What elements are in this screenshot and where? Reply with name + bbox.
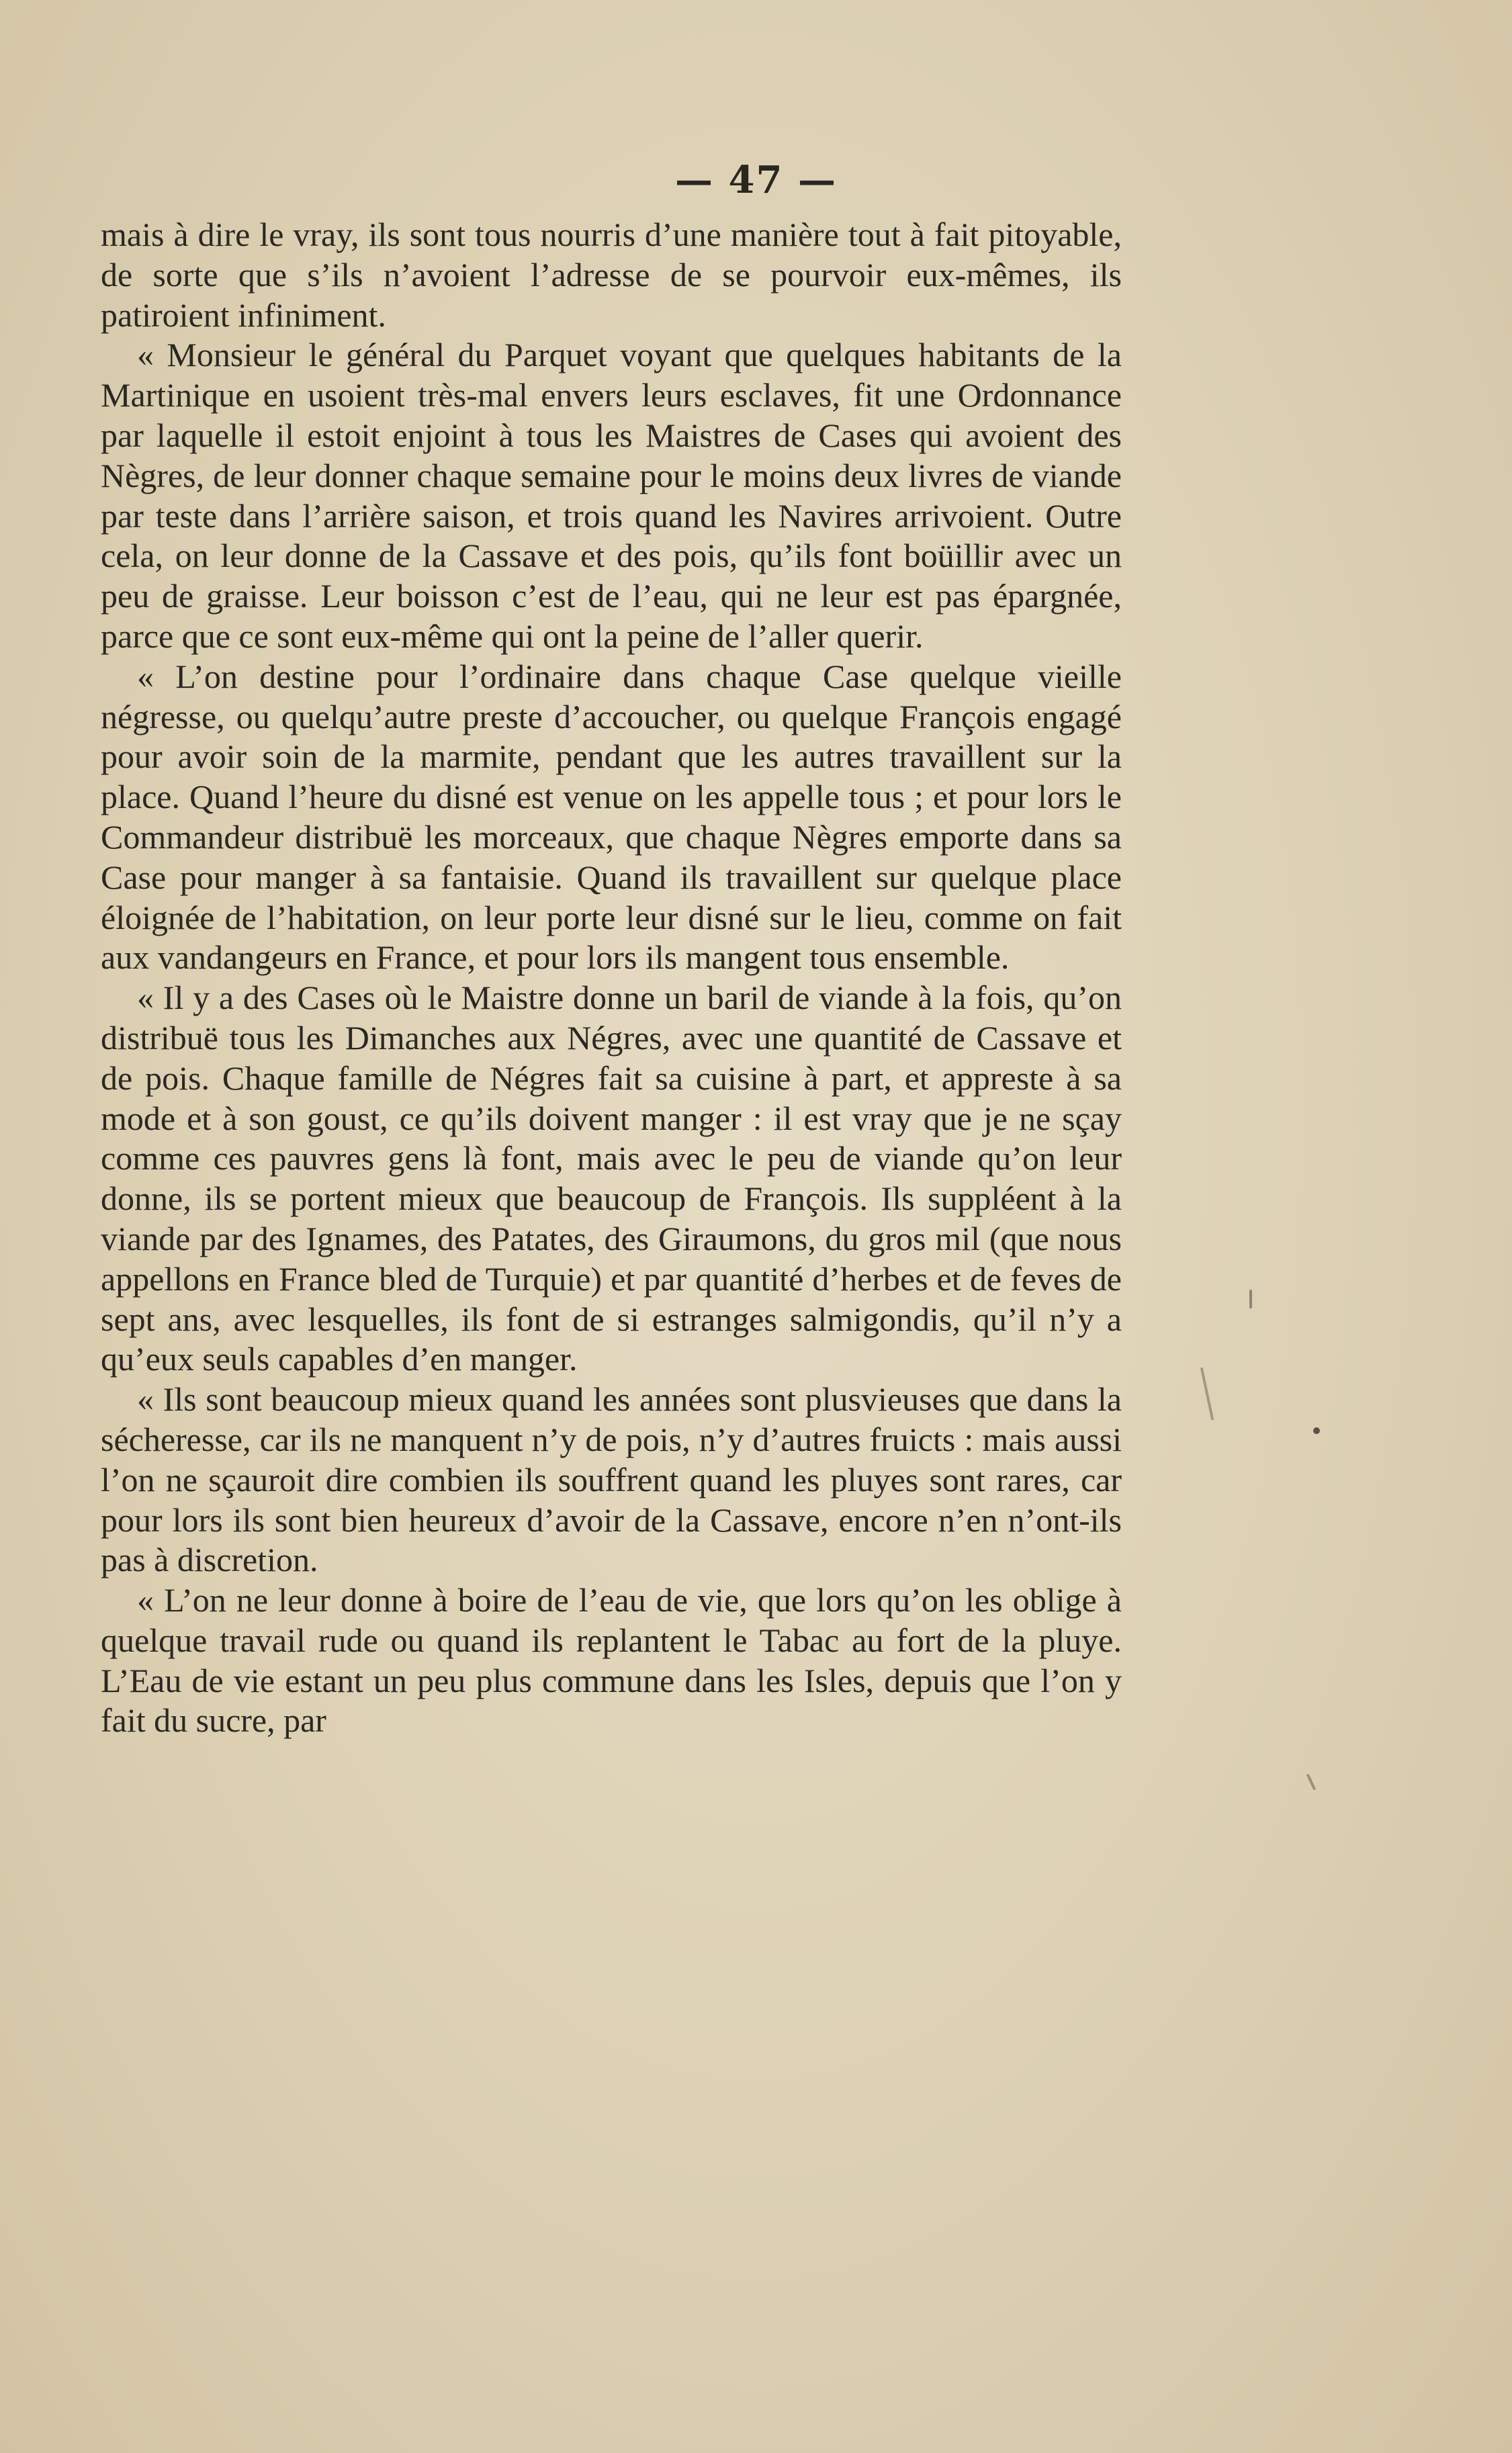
page-number: — 47 —	[675, 158, 837, 202]
paragraph-4: « Il y a des Cases où le Maistre donne un baril de viande à la fois, qu’on distribuë tous les Dimanches aux Négres, avec une quantité de Cassave et de pois. Chaque famille de Négres fait sa cuisine à part, et appreste à sa mode et à son goust, ce qu’ils doivent manger : il est vray que je ne sçay comme ces pauvres gens là font, mais avec le peu de viande qu’on leur donne, ils se portent mieux que beaucoup de François. Ils suppléent à la viande par des Ignames, des Patates, des Giraumons, du gros mil (que nous appellons en France bled de Turquie) et par quantité d’herbes et de feves de sept ans, avec lesquelles, ils font de si estranges salmigondis, qu’il n’y a qu’eux seuls capables d’en manger.	[101, 979, 1122, 1378]
paragraph-2: « Monsieur le général du Parquet voyant que quelques habitants de la Martinique en usoient très-mal envers leurs esclaves, fit une Ordonnance par laquelle il estoit enjoint à tous les Maistres de Cases qui avoient des Nègres, de leur donner chaque semaine pour le moins deux livres de viande par teste dans l’arrière saison, et trois quand les Navires arrivoient. Outre cela, on leur donne de la Cassave et des pois, qu’ils font boüillir avec un peu de graisse. Leur boisson c’est de l’eau, qui ne leur est pas épargnée, parce que ce sont eux-même qui ont la peine de l’aller querir.	[101, 336, 1122, 655]
paper-speck	[1313, 1427, 1320, 1434]
paragraph-6: « L’on ne leur donne à boire de l’eau de vie, que lors qu’on les oblige à quelque travail rude ou quand ils replantent le Tabac au fort de la pluye. L’Eau de vie estant un peu plus commune dans les Isles, depuis que l’on y fait du sucre, par	[101, 1581, 1122, 1740]
paragraph-1: mais à dire le vray, ils sont tous nourris d’une manière tout à fait pitoyable, de sorte que s’ils n’avoient l’adresse de se pourvoir eux-mêmes, ils patiroient infiniment.	[101, 216, 1122, 334]
paragraph-3: « L’on destine pour l’ordinaire dans chaque Case quelque vieille négresse, ou quelqu’autre preste d’accoucher, ou quelque François engagé pour avoir soin de la marmite, pendant que les autres travaillent sur la place. Quand l’heure du disné est venue on les appelle tous ; et pour lors le Commandeur distribuë les morceaux, que chaque Nègres emporte dans sa Case pour manger à sa fantaisie. Quand ils travaillent sur quelque place éloignée de l’habitation, on leur porte leur disné sur le lieu, comme on fait aux vandangeurs en France, et pour lors ils mangent tous ensemble.	[101, 657, 1122, 977]
paper-speck	[1200, 1367, 1214, 1420]
body-text	[101, 215, 1122, 1741]
paper-speck	[1249, 1290, 1252, 1308]
paper-speck	[1306, 1773, 1317, 1790]
paragraph-5: « Ils sont beaucoup mieux quand les années sont plusvieuses que dans la sécheresse, car ils ne manquent n’y de pois, n’y d’autres fruicts : mais aussi l’on ne sçauroit dire combien ils souffrent quand les pluyes sont rares, car pour lors ils sont bien heureux d’avoir de la Cassave, encore n’en n’ont-ils pas à discretion.	[101, 1380, 1122, 1579]
